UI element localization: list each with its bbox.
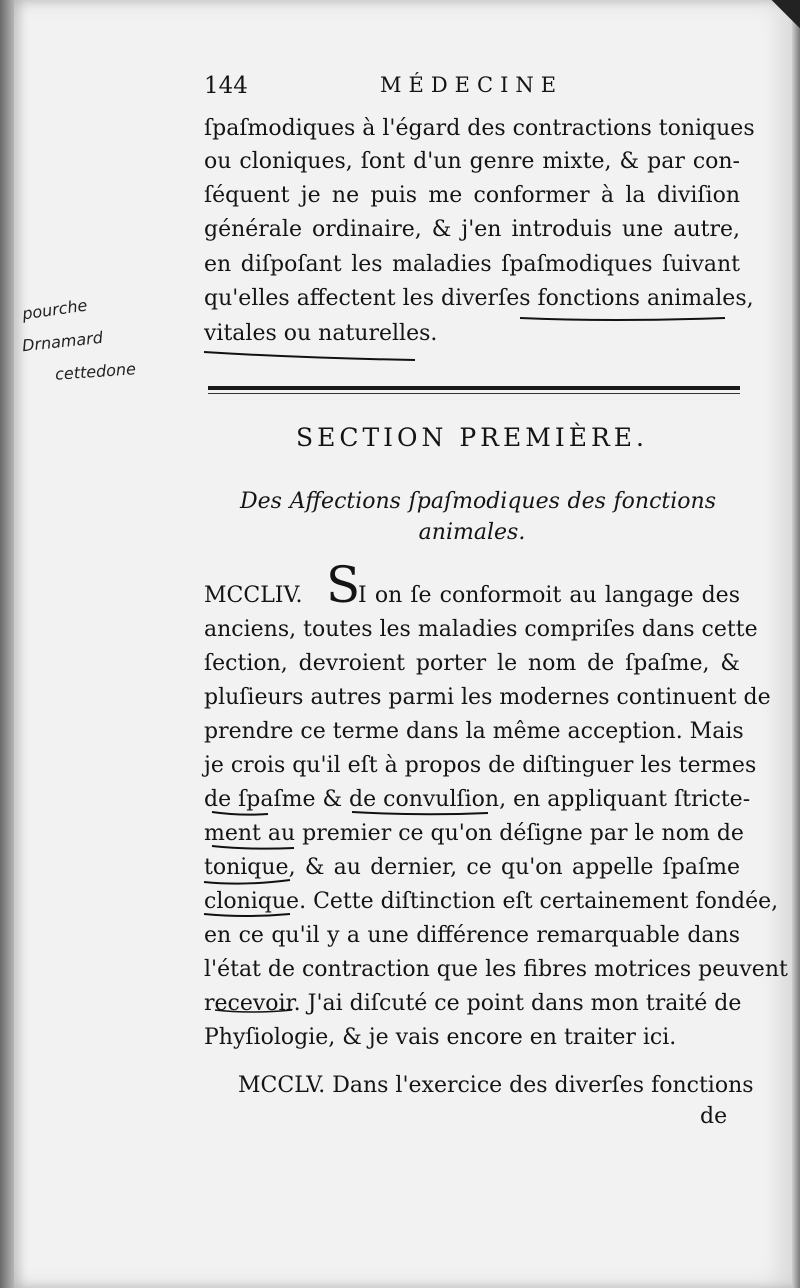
text-line: générale ordinaire, & j'en introduis une autre, [204,217,740,242]
text-line: ou cloniques, ſont d'un genre mixte, & par con- [204,149,740,174]
text-line: anciens, toutes les maladies compriſes dans cette [204,617,758,642]
text-line: pluſieurs autres parmi les modernes continuent de [204,685,771,710]
handwritten-note: Drnamard [21,327,104,356]
catchword: de [700,1104,728,1129]
text-line: ment au premier ce qu'on déſigne par le nom de [204,821,744,846]
handwritten-note: cettedone [54,359,137,384]
drop-cap: S [326,556,361,614]
text-line: ſpaſmodiques à l'égard des contractions toniques [204,116,755,141]
text-line: en diſpoſant les maladies ſpaſmodiques ſuivant [204,252,740,277]
running-title: MÉDECINE [380,73,564,97]
text-line: de ſpaſme & de convulſion, en appliquant ſtricte- [204,787,751,812]
text-line: clonique. Cette diſtinction eſt certainement fondée, [204,889,779,914]
text-line: qu'elles affectent les diverſes fonctions animales, [204,286,754,311]
article-number: MCCLIV. [204,583,303,608]
section-subtitle-line: animales. [418,520,526,545]
text-line: en ce qu'il y a une différence remarquable dans [204,923,740,948]
text-line: tonique, & au dernier, ce qu'on appelle ſpaſme [204,855,740,880]
section-title: SECTION PREMIÈRE. [295,423,648,452]
handwritten-note: pourche [20,295,89,324]
text-line: je crois qu'il eſt à propos de diſtinguer les termes [204,753,757,778]
text-line: l'état de contraction que les fibres motrices peuvent [204,957,788,982]
text-line: prendre ce terme dans la même acception. Mais [204,719,744,744]
section-subtitle-line: Des Affections ſpaſmodiques des fonctions [240,489,716,514]
text-line: ſéquent je ne puis me conformer à la diviſion [204,183,740,208]
text-line: ſection, devroient porter le nom de ſpaſme, & [204,651,740,676]
text-line: Phyſiologie, & je vais encore en traiter ici. [204,1025,677,1050]
text-line: vitales ou naturelles. [204,321,438,346]
text-line: MCCLV. Dans l'exercice des diverſes fonctions [238,1073,754,1098]
page-number: 144 [204,73,248,99]
text-line: recevoir. J'ai diſcuté ce point dans mon traité de [204,991,742,1016]
text-line: I on ſe conformoit au langage des [358,583,740,608]
